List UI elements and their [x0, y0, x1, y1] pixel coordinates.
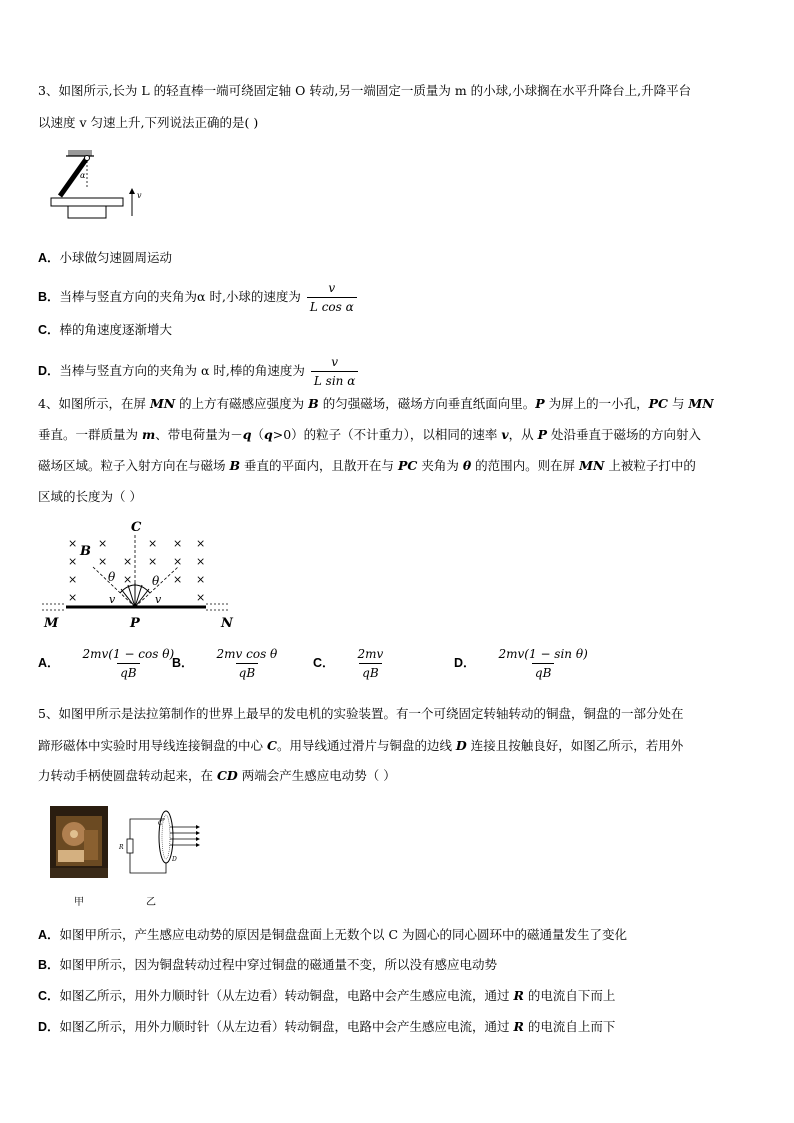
q3-option-d[interactable]: D．当棒与竖直方向的夹角为 α 时,棒的角速度为 $\frac{v}{\text{L sin α}}$ [38, 354, 360, 389]
q4-stem-line1: 4、如图所示，在屏 MN 的上方有磁感应强度为 B 的匀强磁场，磁场方向垂直纸面向里。P 为屏上的一小孔，PC 与 MN [38, 396, 714, 411]
q5-stem-line2: 蹄形磁体中实验时用导线连接铜盘的中心 C。用导线通过滑片与铜盘的边线 D 连接且按触良好，如图乙所示，若用外 [38, 738, 684, 753]
q5-label-D: D [172, 856, 177, 863]
q4-option-c[interactable]: C． $\frac{2mv}{qB}$ [313, 646, 388, 681]
svg-text:×: × [98, 537, 108, 550]
svg-text:×: × [173, 555, 183, 568]
q5-label-R: R [119, 844, 124, 851]
q4-stem-line3: 磁场区域。粒子入射方向在与磁场 B 垂直的平面内，且散开在与 PC 夹角为 θ 的范围内。则在屏 MN 上被粒子打中的 [38, 458, 696, 473]
svg-text:×: × [173, 537, 183, 550]
q5-figure-jia-photo [50, 806, 108, 878]
q3-option-c[interactable]: C．棒的角速度逐渐增大 [38, 322, 173, 337]
q3-option-a[interactable]: A．小球做匀速圆周运动 [38, 250, 173, 265]
q5-caption-jia: 甲 [74, 897, 84, 908]
svg-text:×: × [148, 537, 158, 550]
q4-label-B: B [80, 544, 91, 559]
svg-text:×: × [196, 573, 206, 586]
svg-text:×: × [123, 555, 133, 568]
q4-stem-line4: 区域的长度为（ ） [38, 489, 142, 504]
svg-text:×: × [68, 555, 78, 568]
q3-stem-line2: 以速度 v 匀速上升,下列说法正确的是( ) [38, 115, 259, 130]
svg-text:×: × [196, 591, 206, 604]
q4-b-fraction: $\frac{\text{2mv cos θ}}{qB}$ [216, 647, 278, 680]
q4-label-C: C [131, 520, 142, 535]
q4-a-fraction: $\frac{\text{2mv(1 − cos θ)}}{qB}$ [82, 647, 175, 680]
q4-figure [38, 515, 248, 633]
q4-option-d[interactable]: D． $\frac{\text{2mv(1 − sin θ)}}{qB}$ [454, 646, 593, 681]
q5-option-b[interactable]: B．如图甲所示，因为铜盘转动过程中穿过铜盘的磁通量不变，所以没有感应电动势 [38, 957, 498, 972]
q3-b-fraction: $\frac{v}{\text{L cos α}}$ [307, 280, 357, 315]
q5-option-a[interactable]: A．如图甲所示，产生感应电动势的原因是铜盘盘面上无数个以 C 为圆心的同心圆环中的磁通量发生了变化 [38, 927, 628, 942]
q4-theta-left: θ [108, 570, 116, 584]
q4-label-N: N [221, 616, 233, 631]
q4-label-P: P [130, 616, 140, 631]
svg-text:×: × [196, 555, 206, 568]
q4-d-fraction: $\frac{\text{2mv(1 − sin θ)}}{qB}$ [498, 647, 588, 680]
q5-stem-line3: 力转动手柄使圆盘转动起来，在 CD 两端会产生感应电动势（ ） [38, 768, 396, 783]
svg-text:×: × [123, 573, 133, 586]
q4-option-b[interactable]: B． $\frac{\text{2mv cos θ}}{qB}$ [172, 646, 282, 681]
q4-option-a[interactable]: A． $\frac{\text{2mv(1 − cos θ)}}{qB}$ [38, 646, 179, 681]
q5-option-c[interactable]: C．如图乙所示，用外力顺时针（从左边看）转动铜盘，电路中会产生感应电流，通过 R 的电流自下而上 [38, 988, 616, 1003]
q4-v-right: v [155, 593, 162, 606]
q5-figure-yi-circuit [118, 805, 208, 880]
svg-text:×: × [68, 591, 78, 604]
q5-stem-line1: 5、如图甲所示是法拉第制作的世界上最早的发电机的实验装置。有一个可绕固定转轴转动的铜盘，铜盘的一部分处在 [38, 706, 684, 721]
svg-text:×: × [148, 555, 158, 568]
q3-alpha-label: α [80, 171, 86, 180]
svg-text:×: × [68, 573, 78, 586]
q5-option-d[interactable]: D．如图乙所示，用外力顺时针（从左边看）转动铜盘，电路中会产生感应电流，通过 R 的电流自上而下 [38, 1019, 616, 1034]
q4-c-fraction: $\frac{2mv}{qB}$ [357, 647, 384, 680]
q3-platform-base [68, 206, 106, 218]
q3-d-fraction: $\frac{v}{\text{L sin α}}$ [311, 354, 358, 389]
q3-v-label: v [137, 191, 142, 200]
q4-theta-right: θ [152, 574, 160, 588]
q3-figure [48, 148, 148, 228]
svg-text:×: × [98, 555, 108, 568]
q4-label-M: M [44, 616, 59, 631]
q5-resistor [127, 839, 133, 853]
q3-ceiling [68, 150, 92, 156]
q3-stem-line1: 3、如图所示,长为 L 的轻直棒一端可绕固定轴 O 转动,另一端固定一质量为 m 的小球,小球搁在水平升降台上,升降平台 [38, 83, 692, 98]
svg-text:×: × [196, 537, 206, 550]
q5-label-C: C [158, 820, 163, 827]
q3-option-b[interactable]: B．当棒与竖直方向的夹角为α 时,小球的速度为 $\frac{v}{\text{L cos α}}$ [38, 280, 359, 315]
q3-platform [51, 198, 123, 206]
q5-caption-yi: 乙 [146, 897, 156, 908]
q4-v-left: v [109, 593, 116, 606]
svg-text:×: × [68, 537, 78, 550]
svg-text:×: × [173, 573, 183, 586]
q4-stem-line2: 垂直。一群质量为 m、带电荷量为－q（q>0）的粒子（不计重力），以相同的速率 v，从 P 处沿垂直于磁场的方向射入 [38, 427, 702, 442]
